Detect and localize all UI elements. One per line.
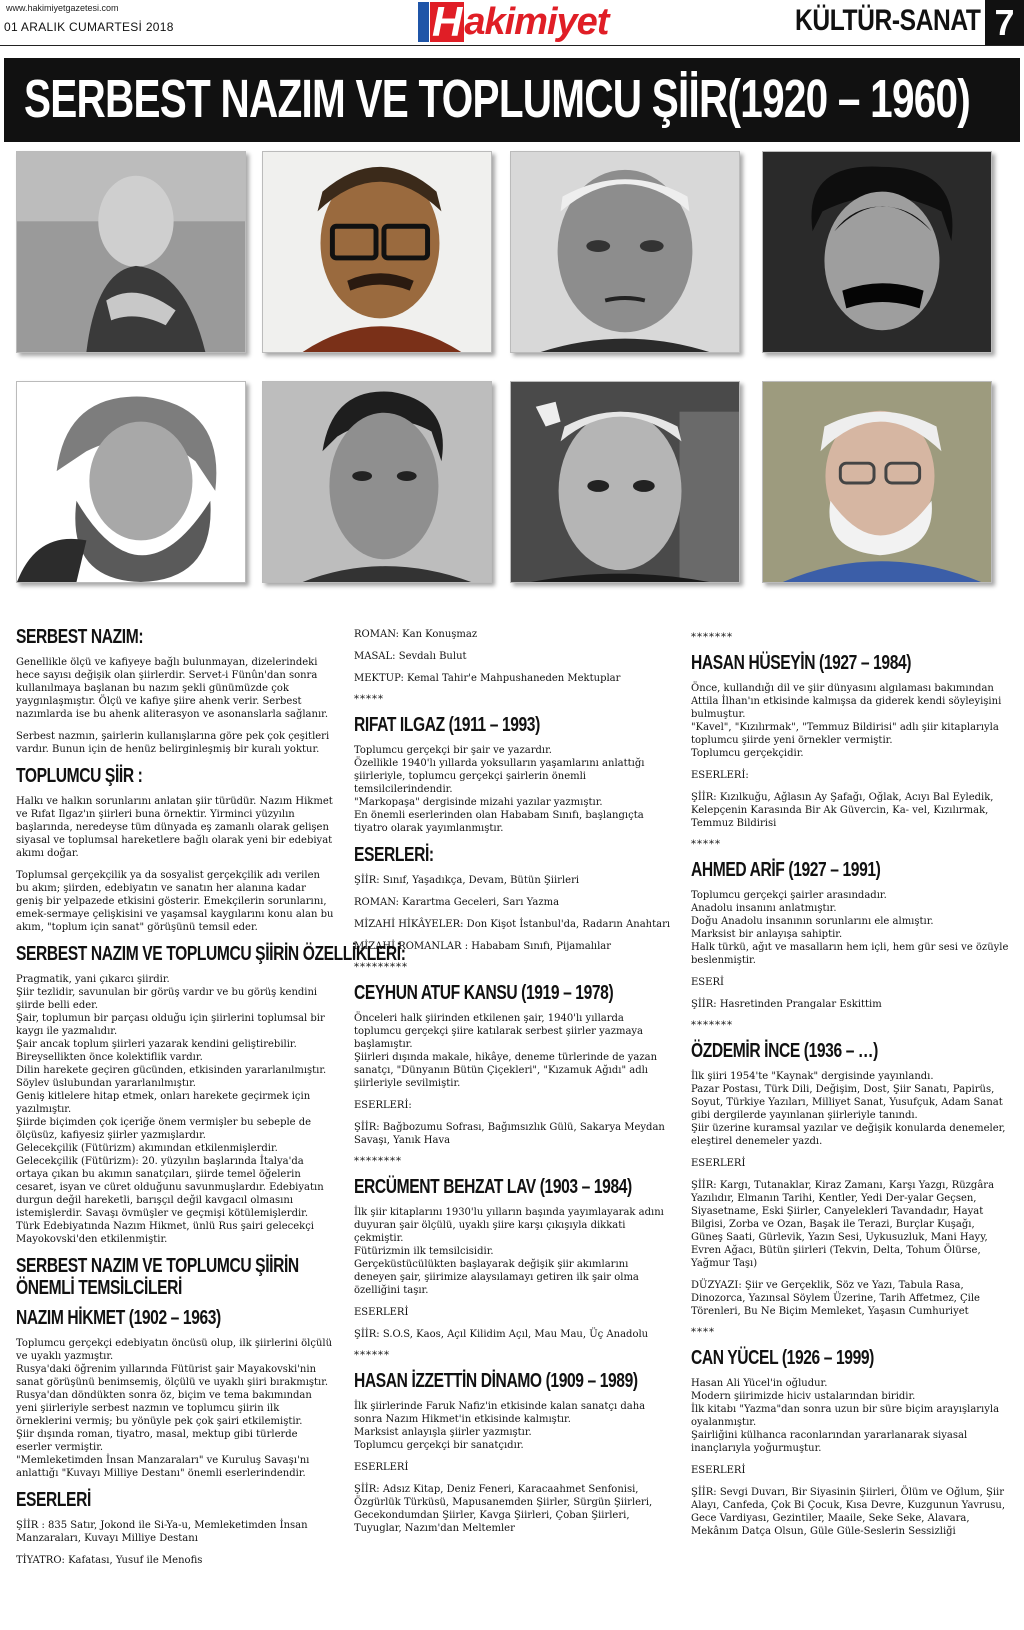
paragraph: ŞİİR: Kızılkuğu, Ağlasın Ay Şafağı, Oğlak, Acıyı Bal Eyledik, Kelepçenin Karasında Bir Ak Güvercin, Ka- vel, Kızılırmak, Temmuz Bildirisi	[691, 792, 994, 829]
logo-side-bar	[418, 2, 429, 42]
paragraph: Toplumcu gerçekçi edebiyatın öncüsü olup, ilk şiirlerini ölçülü ve uyaklı yazmıştır. Rusya'daki öğrenim yıllarında Fütürist şair Mayakovski'nin sanat görüşünü benimsemiş, ölçülü ve uyaklı şiiri bırakmıştır. Rusya'dan döndükten sonra öz, biçim ve tema bakımından yeni şiirleriyle serbest nazmın ve toplumcu şiirin ilk örneklerini vermiş; bu yönüyle pek çok şairi etkilemiştir. Şiir dışında roman, tiyatro, masal, mektup gibi türlerde eserler vermiştir. "Memleketimden İnsan Manzaraları" ve Kuruluş Savaşı'nı anlattığı "Kuvayı Milliye Destanı" önemli eserlerindendir.	[16, 1338, 333, 1479]
heading-temsilciler: SERBEST NAZIM VE TOPLUMCU ŞİİRİN ÖNEMLİ TEMSİLCİLERİ	[16, 1255, 299, 1299]
logo-initial: H	[432, 0, 463, 45]
paragraph: ESERLERİ	[691, 1465, 746, 1476]
headline-banner	[4, 58, 1020, 142]
portrait-photo-2	[262, 151, 492, 353]
paragraph: ROMAN: Karartma Geceleri, Sarı Yazma	[354, 897, 560, 908]
paragraph: DÜZYAZI: Şiir ve Gerçeklik, Söz ve Yazı, Tabula Rasa, Dinozorca, Yazınsal Söylem Üzerine, Tarih Affetmez, Çile Törenleri, Bu Ne Biçim Memleket, Yaşasın Cumhuriyet	[691, 1280, 980, 1317]
portrait-photo-3	[510, 151, 740, 353]
paragraph: ŞİİR : 835 Satır, Jokond ile Si-Ya-u, Memleketimden İnsan Manzaraları, Kuvayı Milliye Destanı	[16, 1520, 308, 1544]
logo-wordmark: akimiyet	[464, 1, 609, 43]
paragraph: MEKTUP: Kemal Tahir'e Mahpushaneden Mektuplar	[354, 673, 621, 684]
paragraph: ESERLERİ	[691, 1158, 746, 1169]
portrait-photo-5	[16, 381, 246, 583]
heading-hasan-huseyin: HASAN HÜSEYİN (1927 – 1984)	[691, 652, 912, 674]
paragraph: Önce, kullandığı dil ve şiir dünyasını algılaması bakımından Attila İlhan'ın etkisinde kalmışsa da giderek kendi söyleyişini bulmuştur. "Kavel", "Kızılırmak", "Temmuz Bildirisi" adlı şiir kitaplarıyla toplumcu şiirde yeni örnekler vermiştir. Toplumcu gerçekçidir.	[691, 683, 1002, 759]
heading-eserleri: ESERLERİ:	[354, 844, 434, 866]
article-column-1	[16, 620, 406, 1620]
separator: ********	[354, 1156, 402, 1167]
paragraph: ESERLERİ	[354, 1462, 409, 1473]
heading-ozdemir-ince: ÖZDEMİR İNCE (1936 – …)	[691, 1040, 878, 1062]
paragraph: Önceleri halk şiirinden etkilenen şair, 1940'lı yıllarda toplumcu gerçekçi şiire katılarak serbest şiirler yazmaya başlamıştır. Şiirleri dışında makale, hikâye, deneme türlerinde de yazan sanatçı, "Dünyanın Bütün Çiçekleri", "Kızamuk Ağıdı" adlı şiirleriyle sevilmiştir.	[354, 1013, 658, 1089]
paragraph: İlk şiir kitaplarını 1930'lu yılların başında yayımlayarak adını duyuran şair ölçülü, uyaklı şiire karşı çıkışıyla dikkati çekmiştir. Fütürizmin ilk temsilcisidir. Gerçeküstücülükten başlayarak değişik şiir akımlarını deneyen şair, şiirimize alaysılamayı getiren ilk şair olma özelliğini taşır.	[354, 1207, 664, 1296]
separator: *******	[691, 632, 733, 643]
section-title: KÜLTÜR-SANAT	[795, 4, 981, 37]
paragraph: Hasan Ali Yücel'in oğludur. Modern şiirimizde hiciv ustalarından biridir. İlk kitabı "Yazma"dan sonra uzun bir süre biçim arayışlarıyla oyalanmıştır. Şairliğini külhanca raconlarından yararlanarak siyasal inançlarıyla yoğurmuştur.	[691, 1378, 1000, 1454]
headline: SERBEST NAZIM VE TOPLUMCU ŞİİR(1920 – 1960)	[24, 69, 971, 129]
paragraph: Halkı ve halkın sorunlarını anlatan şiir türüdür. Nazım Hikmet ve Rıfat Ilgaz'ın şiirleri buna örnektir. Yirminci yüzyılın başlarında, neredeyse tüm dünyada eş zamanlı olarak gelişen siyasal ve toplumsal hareketlere bağlı olarak yeni bir edebiyat akımı doğar.	[16, 796, 333, 859]
paragraph: ROMAN: Kan Konuşmaz	[354, 629, 478, 640]
paragraph: MİZAHİ HİKÂYELER: Don Kişot İstanbul'da, Radarın Anahtarı	[354, 919, 671, 930]
heading-serbest-nazim: SERBEST NAZIM:	[16, 626, 144, 648]
portrait-photo-6	[262, 381, 492, 583]
features-list: Pragmatik, yani çıkarcı şiirdir. Şiir tezlidir, savunulan bir görüş vardır ve bu görüş kendini şiirde belli eder. Şair, toplumun bir parçası olduğu için şiirlerini toplumsal bir kaygı ile yazmalıdır. Şair ancak toplum şiirleri yazarak kendini geliştirebilir. Bireysellikten önce kolektiflik vardır. Dilin harekete geçiren gücünden, etkisinden yararlanılmıştır. Söylev üslubundan yararlanılmıştır. Geniş kitlelere hitap etmek, onları harekete geçirmek için yazılmıştır. Şiirde biçimden çok içeriğe önem vermişler bu sebeple de ölçüsüz, kafiyesiz şiirler yazmışlardır. Gelecekçilik (Fütürizm) akımından etkilenmişlerdir. Gelecekçilik (Fütürizm): 20. yüzyılın başlarında İtalya'da ortaya çıkan bu akımın sanatçıları, şiirde temel öğelerin cesaret, isyan ve cüret olduğunu savunmuşlardır. Edebiyatın durgun değil hareketli, barışçıl değil kavgacıl olmasını istemişlerdir. Savaşı övmüşler ve geçmişi kötülemişlerdir. Türk Edebiyatında Nazım Hikmet, ünlü Rus şairi gelecekçi Mayokovski'den etkilenmiştir.	[16, 974, 327, 1245]
heading-rifat-ilgaz: RIFAT ILGAZ (1911 – 1993)	[354, 714, 540, 736]
paragraph: ŞİİR: S.O.S, Kaos, Açıl Kilidim Açıl, Mau Mau, Üç Anadolu	[354, 1329, 649, 1340]
separator: *********	[354, 962, 408, 973]
article-column-3	[691, 630, 1009, 1630]
site-url[interactable]: www.hakimiyetgazetesi.com	[6, 3, 119, 13]
paragraph: Serbest nazmın, şairlerin kullanışlarına göre pek çok çeşitleri vardır. Bunun için de henüz belirginleşmiş bir kuralı yoktur.	[16, 731, 330, 755]
paragraph: Toplumsal gerçekçilik ya da sosyalist gerçekçilik adı verilen bu akım; şiirden, edebiyatın ve sanatın her alanına kadar geniş bir yelpazede etkisini gösterir. Emekçilerin sorunlarını, emek-sermaye çelişkisini ve yaşamsal kaygılarını konu alan bu akım, "toplum için sanat" görüşünü temsil eder.	[16, 870, 334, 933]
paragraph: ESERİ	[691, 977, 724, 988]
portrait-photo-1	[16, 151, 246, 353]
paragraph: ŞİİR: Sevgi Duvarı, Bir Siyasinin Şiirleri, Ölüm ve Oğlum, Şiir Alayı, Canfeda, Çok Bi Çocuk, Kısa Devre, Kuzgunun Yavrusu, Gece Vardiyası, Gezintiler, Maaile, Seke Seke, Alavara, Mekânım Datça Olsun, Güle Güle-Seslerin Sessizliği	[691, 1487, 1006, 1537]
heading-toplumcu-siir: TOPLUMCU ŞİİR :	[16, 765, 143, 787]
heading-ozellikler: SERBEST NAZIM VE TOPLUMCU ŞİİRİN ÖZELLİKLERİ:	[16, 943, 406, 965]
portrait-photo-4	[762, 151, 992, 353]
paragraph: İlk şiiri 1954'te "Kaynak" dergisinde yayınlandı. Pazar Postası, Türk Dili, Değişim, Dost, Şiir Sanatı, Papirüs, Soyut, Türkiye Yazıları, Milliyet Sanat, Yusufçuk, Adam Sanat gibi dergilerde yayınlanan şiirleriyle tanındı. Şiir üzerine kuramsal yazılar ve değişik konularda denemeler, eleştirel denemeler yazdı.	[691, 1071, 1006, 1147]
heading-eserleri: ESERLERİ	[16, 1489, 91, 1511]
paragraph: MİZAHİ ROMANLAR : Hababam Sınıfı, Pijamalılar	[354, 941, 612, 952]
paragraph: ESERLERİ	[354, 1307, 409, 1318]
portrait-photo-7	[510, 381, 740, 583]
paragraph: İlk şiirlerinde Faruk Nafiz'in etkisinde kalan sanatçı daha sonra Nazım Hikmet'in etkisinde kalmıştır. Marksist anlayışla şiirler yazmıştır. Toplumcu gerçekçi bir sanatçıdır.	[354, 1401, 646, 1451]
portrait-photo-8	[762, 381, 992, 583]
heading-hasan-izzettin-dinamo: HASAN İZZETTİN DİNAMO (1909 – 1989)	[354, 1370, 638, 1392]
paragraph: ESERLERİ:	[691, 770, 749, 781]
separator: ******	[354, 1350, 390, 1361]
paragraph: ŞİİR: Kargı, Tutanaklar, Kiraz Zamanı, Karşı Yazgı, Rüzgâra Yazılıdır, Elmanın Tarihi, Kentler, Yedi Der-yalar Geçsen, Siyasetname, Eski Şiirler, Canyelekleri Tavandadır, Hayat Bilgisi, Zorba ve Ozan, Başak ile Terazi, Burçlar Kuşağı, Güneş Saati, Gürlevik, Yazın Sesi, Uykusuzluk, Mani Hayy, Evren Ağacı, Bütün şiirleri (Tekvin, Delta, Tohum Ölürse, Yağmur Taşı)	[691, 1180, 995, 1269]
paragraph: ŞİİR: Sınıf, Yaşadıkça, Devam, Bütün Şiirleri	[354, 875, 580, 886]
paragraph: Toplumcu gerçekçi şairler arasındadır. Anadolu insanını anlatmıştır. Doğu Anadolu insanının sorunlarını ele almıştır. Marksist bir anlayışa sahiptir. Halk türkü, ağıt ve masalların hem içli, hem gür sesi ve özüyle beslenmiştir.	[691, 890, 1009, 966]
paragraph: ŞİİR: Hasretinden Prangalar Eskittim	[691, 999, 882, 1010]
article-column-2	[354, 628, 672, 1628]
heading-ercument-behzat-lav: ERCÜMENT BEHZAT LAV (1903 – 1984)	[354, 1176, 632, 1198]
paragraph: ESERLERİ:	[354, 1100, 412, 1111]
separator: *****	[354, 694, 384, 705]
separator: *****	[691, 839, 721, 850]
heading-ceyhun-atuf-kansu: CEYHUN ATUF KANSU (1919 – 1978)	[354, 982, 614, 1004]
heading-ahmed-arif: AHMED ARİF (1927 – 1991)	[691, 859, 881, 881]
paragraph: Genellikle ölçü ve kafiyeye bağlı bulunmayan, dizelerindeki hece sayısı değişik olan şiirlerdir. Servet-i Fünûn'dan sonra kullanılmaya başlanan bu nazım şekli günümüzde çok yaygınlaşmıştır. Ölçü ve kafiye şiire ahenk verir. Serbest nazımlarda ise bu ahenk aliterasyon ve asonanslarla sağlanır.	[16, 657, 329, 720]
paragraph: TİYATRO: Kafatası, Yusuf ile Menofis	[16, 1555, 203, 1566]
separator: *******	[691, 1020, 733, 1031]
paragraph: ŞİİR: Bağbozumu Sofrası, Bağımsızlık Gülü, Sakarya Meydan Savaşı, Yanık Hava	[354, 1122, 665, 1146]
heading-nazim-hikmet: NAZIM HİKMET (1902 – 1963)	[16, 1307, 221, 1329]
paragraph: MASAL: Sevdalı Bulut	[354, 651, 467, 662]
issue-date: 01 ARALIK CUMARTESİ 2018	[4, 20, 174, 34]
newspaper-logo[interactable]	[418, 0, 608, 44]
page-number: 7	[985, 0, 1024, 45]
paragraph: Toplumcu gerçekçi bir şair ve yazardır. Özellikle 1940'lı yıllarda yoksulların yaşamlarını anlattığı şiirleriyle, toplumcu gerçekçi şairlerin önemli temsilcilerindendir. "Markopaşa" dergisinde mizahi yazılar yazmıştır. En önemli eserlerinden olan Hababam Sınıfı, başlangıçta tiyatro olarak yayımlanmıştır.	[354, 745, 645, 834]
masthead	[0, 0, 1024, 46]
paragraph: ŞİİR: Adsız Kitap, Deniz Feneri, Karacaahmet Senfonisi, Özgürlük Türküsü, Mapusanemden Şiirler, Sürgün Şiirleri, Gecekondumdan Şiirler, Kavga Şiirleri, Çoban Şiirleri, Tuyuglar, Nazım'dan Meltemler	[354, 1484, 653, 1534]
heading-can-yucel: CAN YÜCEL (1926 – 1999)	[691, 1347, 874, 1369]
separator: ****	[691, 1327, 715, 1338]
